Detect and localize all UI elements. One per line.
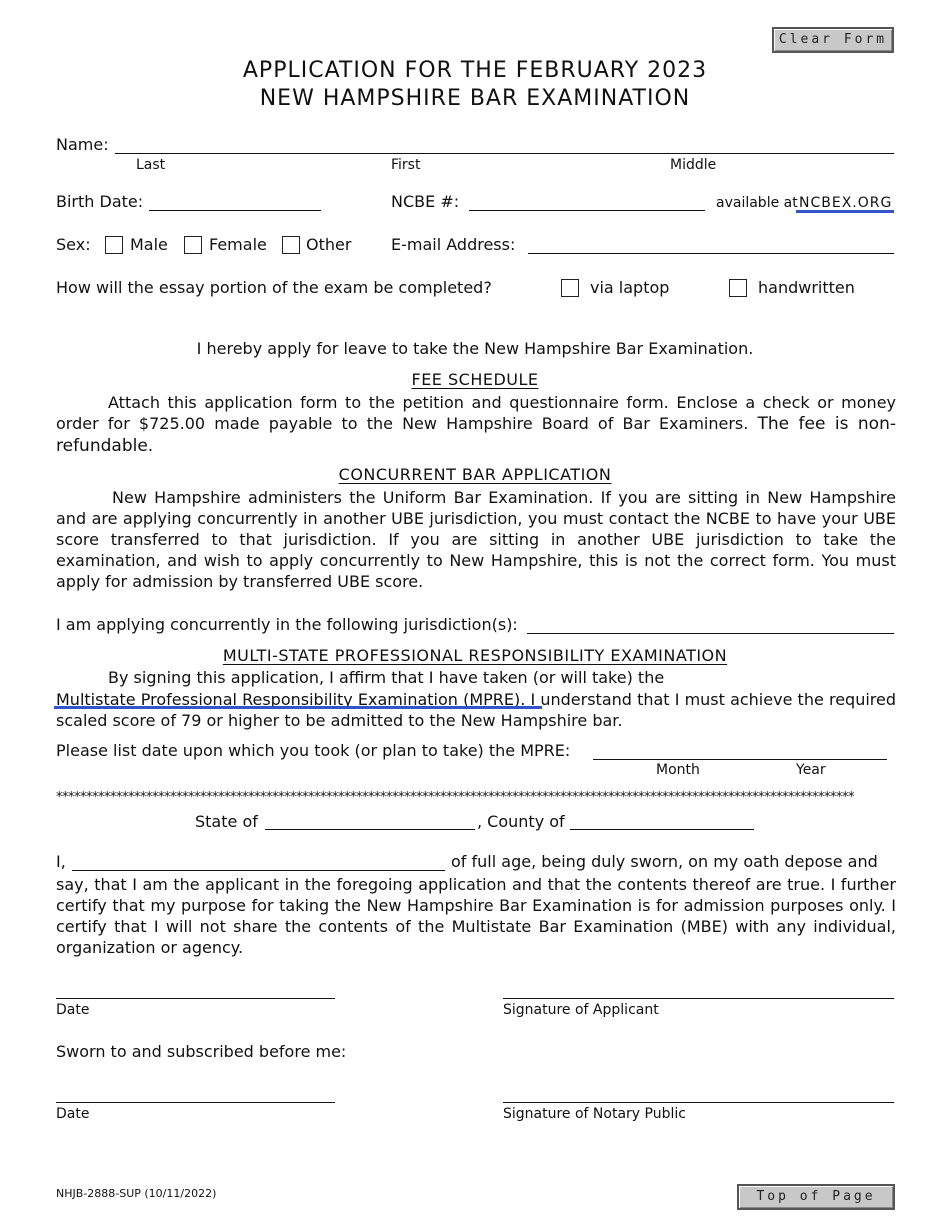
ncbex-link-underline bbox=[796, 210, 894, 213]
notary-signature-line[interactable] bbox=[503, 1102, 894, 1103]
ncbe-number-input[interactable] bbox=[469, 210, 705, 211]
fee-schedule-text: Attach this application form to the petition and questionnaire form. Enclose a check or money order for $725.00 made payable to the New Hampshire Board of Bar Examiners. The fee is non-refundable. bbox=[56, 393, 896, 456]
concurrent-heading: CONCURRENT BAR APPLICATION bbox=[338, 465, 612, 484]
essay-handwritten-label: handwritten bbox=[758, 278, 855, 297]
jurisdictions-input[interactable] bbox=[527, 633, 894, 634]
ncbex-link[interactable]: NCBEX.ORG bbox=[799, 195, 893, 211]
applicant-signature-line[interactable] bbox=[503, 998, 894, 999]
form-title-line1: APPLICATION FOR THE FEBRUARY 2023 bbox=[242, 58, 708, 83]
sex-female-checkbox[interactable] bbox=[184, 236, 202, 254]
date-label-2: Date bbox=[56, 1106, 90, 1122]
sex-other-label: Other bbox=[306, 235, 352, 254]
applicant-signature-label: Signature of Applicant bbox=[503, 1002, 659, 1018]
name-label: Name: bbox=[56, 135, 109, 154]
mpre-text-a: By signing this application, I affirm that I have taken (or will take) the bbox=[108, 668, 665, 687]
oath-name-input[interactable] bbox=[72, 870, 445, 871]
ncbe-number-label: NCBE #: bbox=[391, 192, 460, 211]
sworn-label: Sworn to and subscribed before me: bbox=[56, 1042, 347, 1061]
fee-nonrefundable: The fee is non-refundable. bbox=[56, 414, 896, 456]
jurisdictions-label: I am applying concurrently in the following jurisdiction(s): bbox=[56, 615, 518, 634]
essay-laptop-checkbox[interactable] bbox=[561, 279, 579, 297]
county-input[interactable] bbox=[570, 829, 754, 830]
birth-date-label: Birth Date: bbox=[56, 192, 144, 211]
oath-i-label: I, bbox=[56, 852, 66, 871]
star-divider: ************************************************************************************************************************************* bbox=[56, 791, 854, 805]
birth-date-input[interactable] bbox=[149, 210, 321, 211]
email-input[interactable] bbox=[528, 253, 894, 254]
sex-female-label: Female bbox=[209, 235, 267, 254]
mpre-link[interactable]: Multistate Professional Responsibility Examination (MPRE) bbox=[56, 690, 521, 709]
date-signature-line-1[interactable] bbox=[56, 998, 335, 999]
sex-male-label: Male bbox=[130, 235, 168, 254]
mpre-heading: MULTI-STATE PROFESSIONAL RESPONSIBILITY EXAMINATION bbox=[222, 646, 728, 665]
fee-schedule-heading: FEE SCHEDULE bbox=[411, 370, 539, 389]
sex-other-checkbox[interactable] bbox=[282, 236, 300, 254]
state-input[interactable] bbox=[265, 829, 475, 830]
top-of-page-button[interactable]: Top of Page bbox=[737, 1184, 895, 1210]
ncbe-available-text: available at bbox=[716, 195, 798, 211]
sex-male-checkbox[interactable] bbox=[105, 236, 123, 254]
mpre-text: Multistate Professional Responsibility Examination (MPRE). I understand that I must achieve the required scaled score of 79 or higher to be admitted to the New Hampshire bar. bbox=[56, 690, 896, 730]
sex-label: Sex: bbox=[56, 235, 91, 254]
name-middle-sublabel: Middle bbox=[670, 157, 717, 173]
essay-question: How will the essay portion of the exam be completed? bbox=[56, 278, 492, 297]
name-input[interactable] bbox=[115, 153, 894, 154]
notary-signature-label: Signature of Notary Public bbox=[503, 1106, 686, 1122]
state-of-label: State of bbox=[195, 812, 258, 831]
mpre-date-input[interactable] bbox=[593, 759, 887, 760]
date-label-1: Date bbox=[56, 1002, 90, 1018]
name-last-sublabel: Last bbox=[136, 157, 166, 173]
oath-text-first: of full age, being duly sworn, on my oath depose and bbox=[451, 852, 878, 871]
form-title-line2: NEW HAMPSHIRE BAR EXAMINATION bbox=[259, 86, 691, 111]
form-id: NHJB-2888-SUP (10/11/2022) bbox=[56, 1187, 217, 1200]
oath-text: say, that I am the applicant in the foregoing application and that the contents thereof are true. I further certify that my purpose for taking the New Hampshire Bar Examination is for admission purposes only. I certify that I will not share the contents of the Multistate Bar Examination (MBE) with any individual, organization or agency. bbox=[56, 875, 896, 957]
essay-handwritten-checkbox[interactable] bbox=[729, 279, 747, 297]
county-of-label: , County of bbox=[477, 812, 565, 831]
mpre-year-sublabel: Year bbox=[796, 762, 826, 778]
email-label: E-mail Address: bbox=[391, 235, 516, 254]
mpre-link-underline bbox=[54, 706, 542, 709]
essay-laptop-label: via laptop bbox=[590, 278, 670, 297]
date-signature-line-2[interactable] bbox=[56, 1102, 335, 1103]
mpre-date-label: Please list date upon which you took (or plan to take) the MPRE: bbox=[56, 741, 571, 760]
mpre-month-sublabel: Month bbox=[656, 762, 700, 778]
clear-form-button[interactable]: Clear Form bbox=[772, 27, 894, 53]
concurrent-text: New Hampshire administers the Uniform Bar Examination. If you are sitting in New Hampshire and are applying concurrently in another UBE jurisdiction, you must contact the NCBE to have your UBE score transferred to that jurisdiction. If you are sitting in another UBE jurisdiction to take the examination, and wish to apply concurrently to New Hampshire, this is not the correct form. You must apply for admission by transferred UBE score. bbox=[56, 488, 896, 591]
apply-statement: I hereby apply for leave to take the New Hampshire Bar Examination. bbox=[196, 339, 754, 358]
name-first-sublabel: First bbox=[391, 157, 421, 173]
